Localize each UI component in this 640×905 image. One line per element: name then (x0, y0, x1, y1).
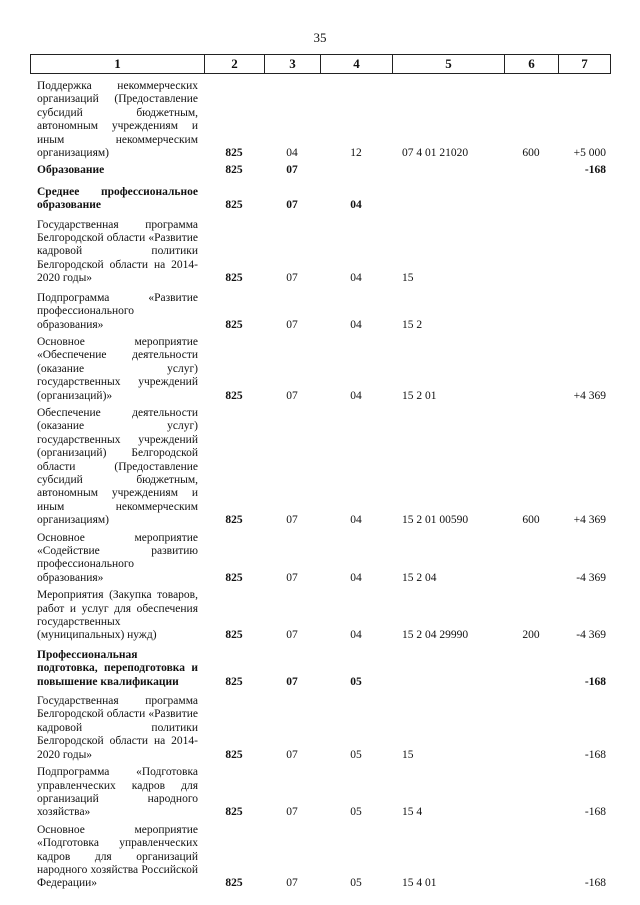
cell-expense-type (504, 643, 558, 689)
column-header-table (30, 54, 611, 74)
table-row (30, 762, 610, 820)
cell-target-article: 15 (402, 272, 414, 285)
cell-target-article (392, 160, 504, 177)
cell-expense-type (504, 820, 558, 891)
cell-expense-type: 600 (522, 514, 540, 527)
cell-expense-type (504, 286, 558, 332)
table-row (30, 286, 610, 332)
cell-target-article: 15 2 01 00590 (402, 514, 469, 527)
table-row (30, 643, 610, 689)
cell-target-article: 15 2 04 29990 (402, 629, 469, 642)
cell-subsection: 04 (350, 272, 362, 285)
row-name: Мероприятия (Закупка товаров, работ и услуг для обеспечения государственных (муниципальных) нужд) (37, 589, 198, 642)
cell-subsection: 04 (350, 389, 362, 402)
cell-expense-type (504, 332, 558, 403)
cell-expense-type: 200 (522, 629, 540, 642)
table-row (30, 74, 610, 160)
cell-target-article: 15 2 04 (402, 571, 437, 584)
cell-section: 04 (286, 147, 298, 160)
cell-expense-type (504, 528, 558, 586)
cell-amount: -4 369 (576, 571, 606, 584)
row-name: Поддержка некоммерческих организаций (Предоставление субсидий бюджетным, автономным учреждениям и иным некоммерческим организациям) (37, 80, 198, 160)
cell-amount: +4 369 (573, 389, 606, 402)
row-name: Основное мероприятие «Содействие развитию профессионального образования» (37, 531, 198, 584)
table-row (30, 160, 610, 177)
cell-code: 825 (225, 164, 243, 177)
cell-target-article: 15 (402, 748, 414, 761)
cell-target-article: 15 4 (402, 806, 423, 819)
cell-subsection: 12 (350, 147, 362, 160)
cell-subsection: 05 (350, 748, 362, 761)
cell-section: 07 (286, 389, 298, 402)
table-row (30, 689, 610, 762)
cell-expense-type (504, 160, 558, 177)
row-name: Основное мероприятие «Подготовка управленческих кадров для организаций народного хозяйства Российской Федерации» (37, 823, 198, 890)
column-header: 2 (205, 55, 265, 74)
cell-section: 07 (286, 806, 298, 819)
cell-code: 825 (225, 748, 243, 761)
cell-code: 825 (225, 514, 243, 527)
column-header: 5 (393, 55, 505, 74)
cell-code: 825 (225, 877, 243, 890)
row-name: Обеспечение деятельности (оказание услуг) государственных учреждений (организаций) Белгородской области (Предоставление субсидий бюджетным, автономным учреждениям и иным некоммерческим организациям) (37, 406, 198, 527)
cell-amount (558, 178, 610, 213)
cell-amount: -168 (584, 675, 606, 688)
cell-subsection: 05 (350, 806, 362, 819)
cell-subsection: 04 (350, 199, 362, 212)
column-header: 4 (321, 55, 393, 74)
row-name: Подпрограмма «Подготовка управленческих кадров для организаций народного хозяйства» (37, 766, 198, 819)
row-name: Государственная программа Белгородской области «Развитие кадровой политики Белгородской области на 2014-2020 годы» (37, 695, 198, 761)
cell-amount: -168 (584, 806, 606, 819)
cell-subsection: 04 (350, 318, 362, 331)
cell-subsection: 04 (350, 571, 362, 584)
cell-amount: -168 (584, 164, 606, 177)
table-row (30, 178, 610, 213)
column-header: 1 (31, 55, 205, 74)
cell-subsection: 05 (350, 675, 362, 688)
cell-section: 07 (286, 164, 298, 177)
cell-section: 07 (286, 877, 298, 890)
column-header: 7 (559, 55, 611, 74)
cell-code: 825 (225, 199, 243, 212)
cell-amount: -168 (584, 877, 606, 890)
cell-section: 07 (286, 675, 298, 688)
cell-target-article: 15 4 01 (402, 877, 437, 890)
cell-section: 07 (286, 199, 298, 212)
cell-section: 07 (286, 272, 298, 285)
row-name: Основное мероприятие «Обеспечение деятельности (оказание услуг) государственных учреждений (организаций)» (37, 335, 198, 402)
cell-code: 825 (225, 389, 243, 402)
cell-code: 825 (225, 675, 243, 688)
table-row (30, 332, 610, 403)
cell-amount: -168 (584, 748, 606, 761)
cell-section: 07 (286, 318, 298, 331)
cell-section: 07 (286, 571, 298, 584)
page-number: 35 (313, 30, 327, 45)
cell-expense-type (504, 213, 558, 286)
cell-amount (558, 213, 610, 286)
cell-target-article: 15 2 (402, 318, 423, 331)
cell-section: 07 (286, 629, 298, 642)
column-header-row (31, 55, 611, 74)
cell-expense-type (504, 178, 558, 213)
table-row (30, 585, 610, 643)
table-row (30, 213, 610, 286)
row-name: Профессиональная подготовка, переподготовка и повышение квалификации (37, 648, 198, 688)
cell-target-article (392, 643, 504, 689)
cell-amount (558, 286, 610, 332)
column-header: 6 (505, 55, 559, 74)
cell-target-article: 15 2 01 (402, 389, 437, 402)
cell-expense-type: 600 (522, 147, 540, 160)
cell-amount: +5 000 (573, 147, 606, 160)
cell-section: 07 (286, 748, 298, 761)
row-name: Среднее профессиональное образование (37, 185, 198, 212)
cell-code: 825 (225, 629, 243, 642)
row-name: Подпрограмма «Развитие профессионального образования» (37, 291, 198, 331)
cell-code: 825 (225, 571, 243, 584)
cell-subsection (320, 160, 392, 177)
cell-expense-type (504, 689, 558, 762)
cell-amount: -4 369 (576, 629, 606, 642)
cell-code: 825 (225, 806, 243, 819)
cell-subsection: 05 (350, 877, 362, 890)
column-header: 3 (265, 55, 321, 74)
cell-code: 825 (225, 147, 243, 160)
row-name: Государственная программа Белгородской области «Развитие кадровой политики Белгородской области на 2014-2020 годы» (37, 218, 198, 285)
table-row (30, 528, 610, 586)
cell-expense-type (504, 762, 558, 820)
cell-code: 825 (225, 272, 243, 285)
cell-target-article: 07 4 01 21020 (402, 147, 469, 160)
cell-subsection: 04 (350, 514, 362, 527)
table-row (30, 820, 610, 891)
budget-table (30, 74, 610, 891)
row-name: Образование (37, 164, 105, 177)
cell-subsection: 04 (350, 629, 362, 642)
table-row (30, 403, 610, 528)
cell-section: 07 (286, 514, 298, 527)
cell-target-article (392, 178, 504, 213)
cell-amount: +4 369 (573, 514, 606, 527)
cell-code: 825 (225, 318, 243, 331)
